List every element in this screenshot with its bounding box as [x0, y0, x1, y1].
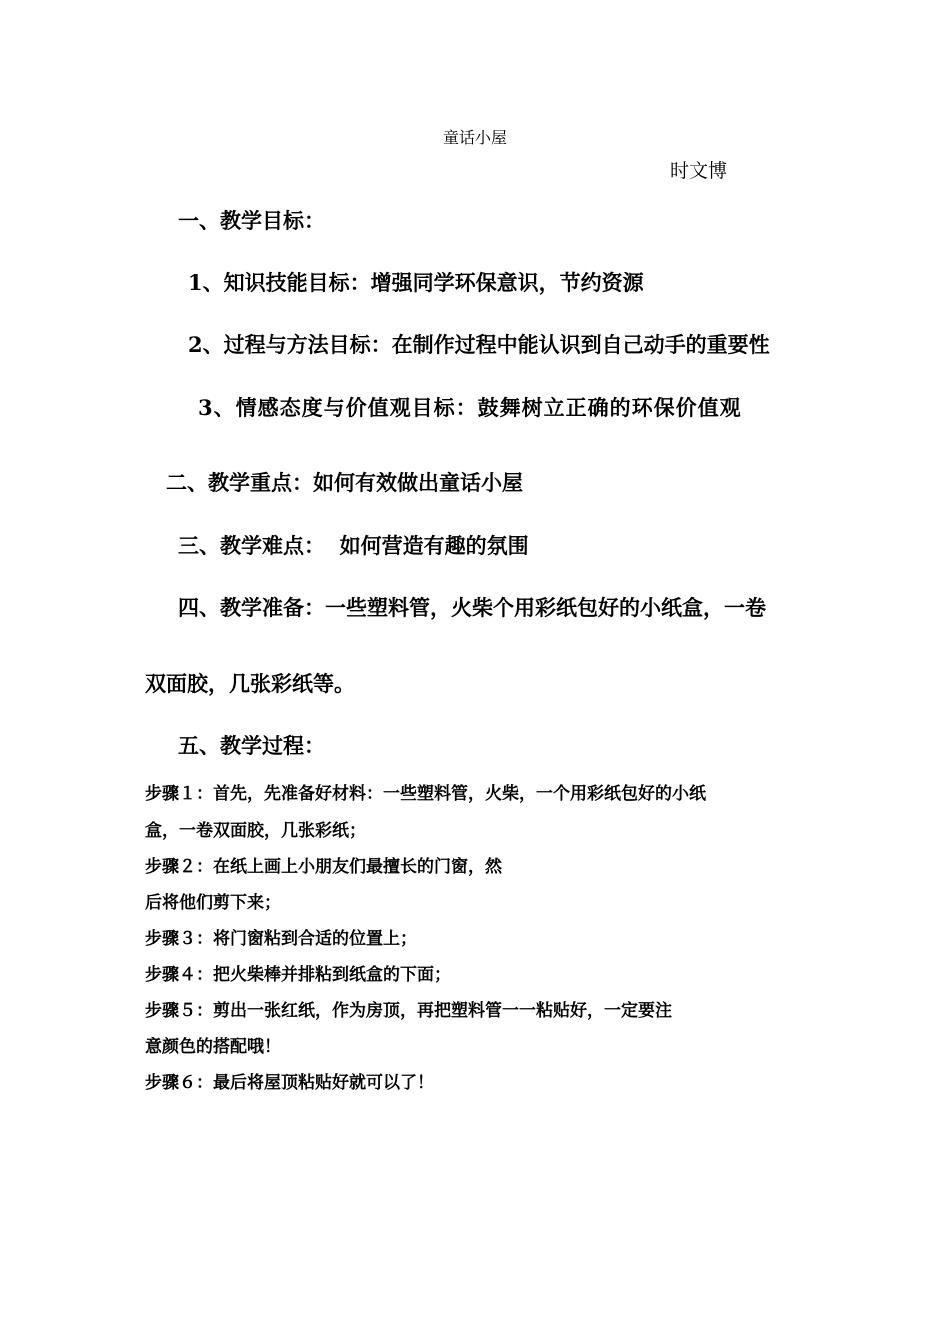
step-line: 盒，一卷双面胶，几张彩纸；: [145, 821, 366, 841]
step-line: 步骤２：在纸上画上小朋友们最擅长的门窗，然: [145, 857, 502, 877]
preparation-line-1: 四、教学准备：一些塑料管，火柴个用彩纸包好的小纸盒，一卷: [178, 595, 766, 620]
step-line: 步骤６：最后将屋顶粘贴好就可以了！: [145, 1073, 434, 1093]
step-line: 步骤１：首先，先准备好材料：一些塑料管，火柴，一个用彩纸包好的小纸: [145, 784, 706, 804]
process-heading: 五、教学过程：: [178, 733, 325, 758]
goal-item-1: 1、知识技能目标：增强同学环保意识，节约资源: [188, 270, 644, 295]
preparation-line-2: 双面胶，几张彩纸等。: [145, 671, 355, 696]
document-author: 时文博: [670, 160, 728, 182]
document-title: 童话小屋: [442, 128, 507, 147]
key-point: 二、教学重点：如何有效做出童话小屋: [166, 470, 523, 495]
goal-item-2: 2、过程与方法目标：在制作过程中能认识到自己动手的重要性: [188, 332, 770, 357]
step-line: 步骤４：把火柴棒并排粘到纸盒的下面；: [145, 965, 451, 985]
difficulty: 三、教学难点： 如何营造有趣的氛围: [178, 533, 529, 558]
step-line: 步骤３：将门窗粘到合适的位置上；: [145, 929, 417, 949]
step-line: 意颜色的搭配哦！: [145, 1037, 281, 1057]
step-line: 后将他们剪下来；: [145, 893, 281, 913]
step-line: 步骤５：剪出一张红纸，作为房顶，再把塑料管一一粘贴好，一定要注: [145, 1001, 672, 1021]
goal-item-3: 3、情感态度与价值观目标：鼓舞树立正确的环保价值观: [198, 395, 742, 420]
goals-heading: 一、教学目标：: [178, 208, 325, 233]
